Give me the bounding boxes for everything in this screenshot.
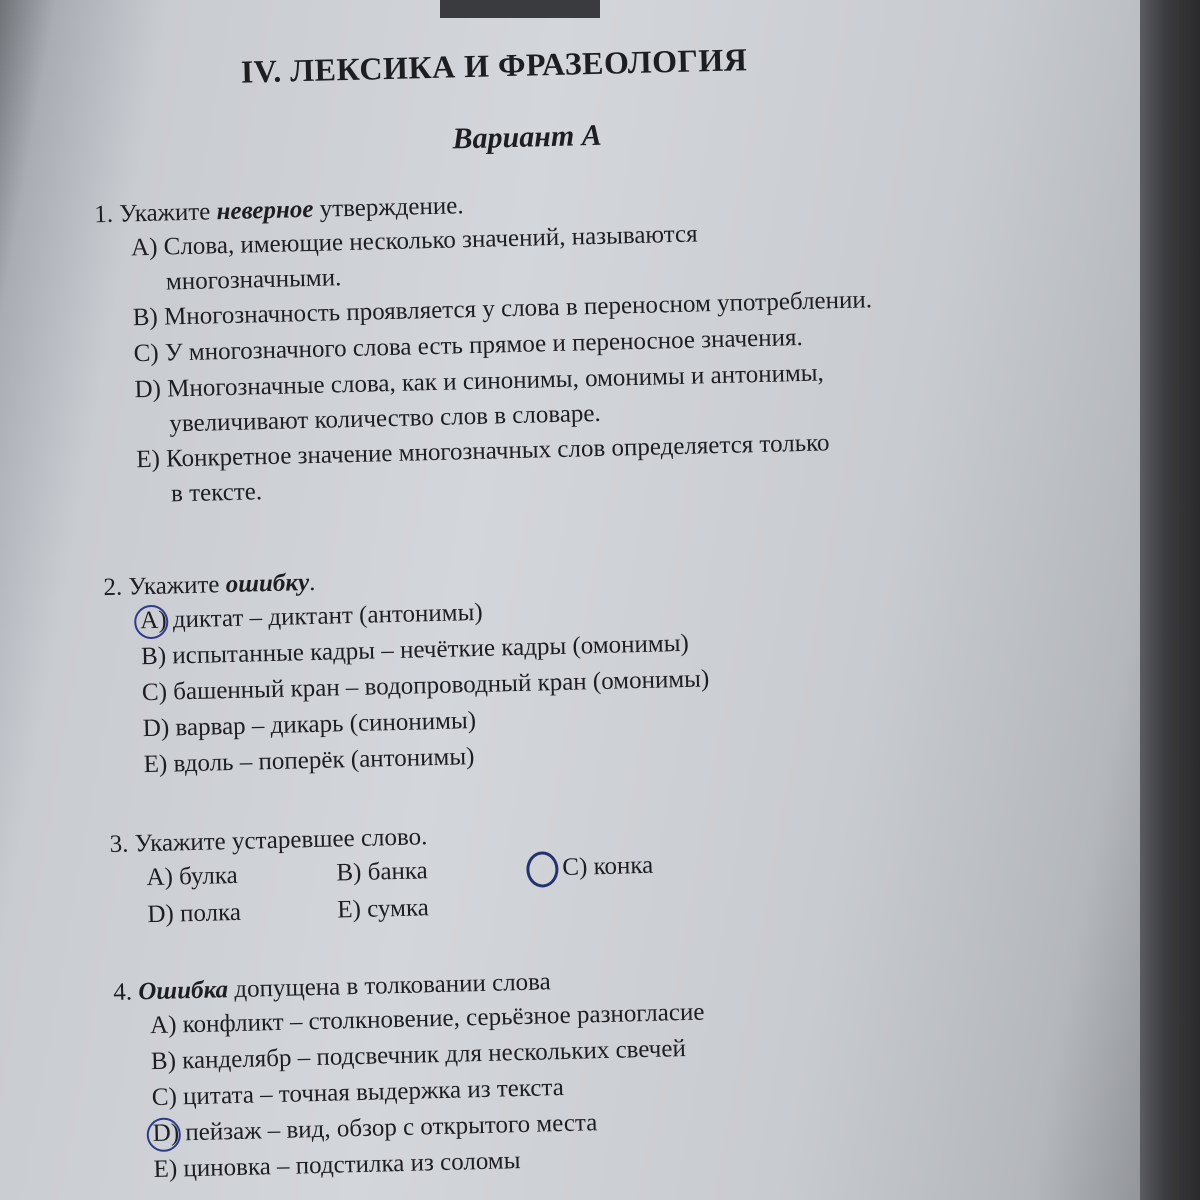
q2-option-b[interactable]: B) испытанные кадры – нечёткие кадры (омонимы) xyxy=(140,629,690,671)
q4-option-b[interactable]: B) канделябр – подсвечник для нескольких свечей xyxy=(150,1035,687,1076)
q4-option-d[interactable]: D) пейзаж – вид, обзор с открытого места xyxy=(152,1103,707,1153)
question-4-text: 4. Ошибка допущена в толковании слова xyxy=(112,968,552,1006)
pen-circle-mark xyxy=(526,851,559,888)
q3-option-b[interactable]: B) банка xyxy=(336,857,429,887)
page-top-strip xyxy=(440,0,600,18)
q4-option-e[interactable]: E) циновка – подстилка из соломы xyxy=(153,1147,521,1184)
q1-option-d[interactable]: D) Многозначные слова, как и синонимы, омонимы и антонимы, увеличивают количество слов в словаре. xyxy=(134,359,825,438)
pen-circle-mark: D) xyxy=(152,1115,179,1152)
question-3-text: 3. Укажите устаревшее слово. xyxy=(109,823,428,859)
question-1 xyxy=(94,182,877,513)
page-title: IV. ЛЕКСИКА И ФРАЗЕОЛОГИЯ xyxy=(240,41,748,90)
question-4 xyxy=(113,965,708,1189)
pen-circle-mark: A) xyxy=(140,603,167,640)
q1-option-e[interactable]: E) Конкретное значение многозначных слов определяется только в тексте. xyxy=(135,429,830,508)
q2-option-d[interactable]: D) варвар – дикарь (синонимы) xyxy=(142,707,477,743)
q3-option-d[interactable]: D) полка xyxy=(147,899,242,929)
q3-options xyxy=(146,846,728,933)
book-binding-shadow xyxy=(1140,0,1200,1200)
q3-option-c[interactable]: C) конка xyxy=(526,846,727,888)
q2-option-a[interactable]: A) диктат – диктант (антонимы) xyxy=(140,589,708,639)
question-3 xyxy=(109,816,727,934)
q1-option-b[interactable]: B) Многозначность проявляется у слова в переносном употреблении. xyxy=(132,286,873,332)
question-2 xyxy=(103,559,711,784)
q1-option-a[interactable]: A) Слова, имеющие несколько значений, называются многозначными. xyxy=(130,220,698,296)
question-2-text: 2. Укажите ошибку. xyxy=(103,568,316,602)
q4-option-a[interactable]: A) конфликт – столкновение, серьёзное разногласие xyxy=(149,998,705,1040)
q2-option-c[interactable]: C) башенный кран – водопроводный кран (омонимы) xyxy=(141,665,710,707)
q1-option-c[interactable]: C) У многозначного слова есть прямое и переносное значения. xyxy=(133,323,804,368)
q4-option-c[interactable]: C) цитата – точная выдержка из текста xyxy=(151,1074,565,1112)
q2-option-e[interactable]: E) вдоль – поперёк (антонимы) xyxy=(143,743,475,779)
page-content xyxy=(60,15,1128,1200)
variant-subtitle: Вариант А xyxy=(452,118,603,156)
question-1-text: 1. Укажите неверное утверждение. xyxy=(93,192,464,229)
q3-option-e[interactable]: E) сумка xyxy=(337,894,430,924)
q3-option-a[interactable]: A) булка xyxy=(146,861,238,892)
